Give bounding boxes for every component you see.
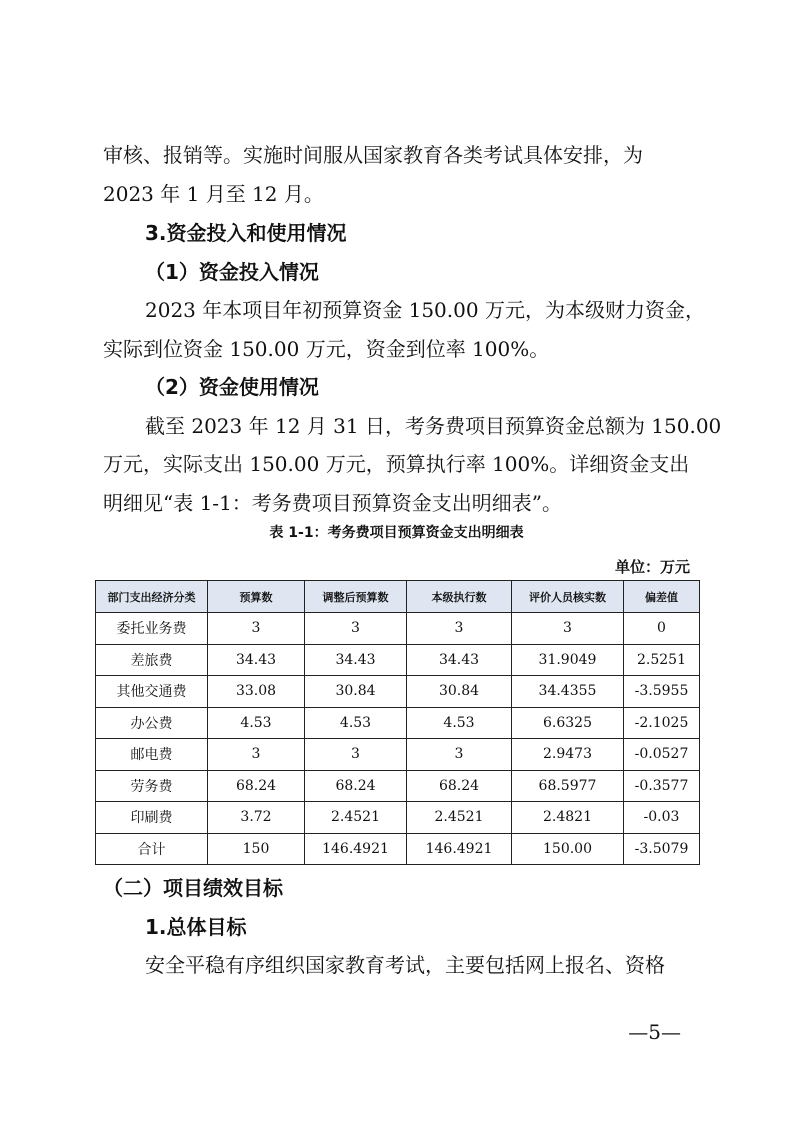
column-header: 本级执行数: [407, 581, 512, 613]
table-cell: 2.5251: [624, 644, 700, 676]
table-cell: -2.1025: [624, 707, 700, 739]
section-heading: （二）项目绩效目标: [103, 876, 283, 900]
table-cell: 34.43: [407, 644, 512, 676]
table-row: [96, 707, 700, 739]
table-unit: 单位：万元: [614, 558, 690, 576]
table-cell: 68.5977: [512, 770, 624, 802]
table-cell: 34.43: [208, 644, 305, 676]
table-cell: 0: [624, 613, 700, 645]
table-cell: 4.53: [407, 707, 512, 739]
table-cell: -3.5955: [624, 676, 700, 708]
table-cell: 3: [305, 739, 407, 771]
table-row: [96, 739, 700, 771]
table-row: [96, 676, 700, 708]
table-header-row: [96, 581, 700, 613]
table-cell: 差旅费: [96, 644, 208, 676]
table-cell: 68.24: [407, 770, 512, 802]
expenditure-table: [95, 580, 700, 865]
table-cell: 68.24: [305, 770, 407, 802]
table-cell: 2.4521: [407, 802, 512, 834]
table-cell: 2.9473: [512, 739, 624, 771]
body-text-line: 实际到位资金 150.00 万元，资金到位率 100%。: [103, 337, 550, 361]
table-cell: 34.43: [305, 644, 407, 676]
table-row: [96, 613, 700, 645]
table-cell: 150: [208, 833, 305, 865]
table-cell: 150.00: [512, 833, 624, 865]
body-text-line: 万元，实际支出 150.00 万元，预算执行率 100%。详细资金支出: [103, 452, 690, 476]
table-cell: 印刷费: [96, 802, 208, 834]
table-cell: 3: [208, 613, 305, 645]
table-cell: 68.24: [208, 770, 305, 802]
table-row: [96, 770, 700, 802]
table-cell: 33.08: [208, 676, 305, 708]
table-cell: 4.53: [208, 707, 305, 739]
section-heading: 3.资金投入和使用情况: [145, 221, 347, 245]
subsection-heading: （1）资金投入情况: [145, 260, 319, 284]
table-cell: -0.03: [624, 802, 700, 834]
table-cell: 合计: [96, 833, 208, 865]
table-cell: 31.9049: [512, 644, 624, 676]
column-header: 调整后预算数: [305, 581, 407, 613]
table-cell: 3: [305, 613, 407, 645]
body-text-line: 明细见“表 1-1：考务费项目预算资金支出明细表”。: [103, 491, 563, 515]
table-cell: 146.4921: [407, 833, 512, 865]
table-row: [96, 833, 700, 865]
table-cell: 4.53: [305, 707, 407, 739]
table-cell: 6.6325: [512, 707, 624, 739]
table-cell: 3: [512, 613, 624, 645]
column-header: 预算数: [208, 581, 305, 613]
column-header: 评价人员核实数: [512, 581, 624, 613]
table-cell: 3: [407, 739, 512, 771]
table-cell: 30.84: [407, 676, 512, 708]
body-text-line: 2023 年本项目年初预算资金 150.00 万元，为本级财力资金，: [145, 298, 705, 322]
table-cell: 2.4521: [305, 802, 407, 834]
body-text-line: 2023 年 1 月至 12 月。: [103, 182, 324, 206]
body-text-line: 安全平稳有序组织国家教育考试，主要包括网上报名、资格: [145, 953, 665, 977]
table-cell: 146.4921: [305, 833, 407, 865]
subsection-heading: 1.总体目标: [145, 915, 247, 939]
table-cell: 30.84: [305, 676, 407, 708]
table-cell: 34.4355: [512, 676, 624, 708]
table-cell: 办公费: [96, 707, 208, 739]
table-row: [96, 802, 700, 834]
table-caption: 表 1-1：考务费项目预算资金支出明细表: [269, 525, 524, 541]
table-cell: -3.5079: [624, 833, 700, 865]
table-cell: 劳务费: [96, 770, 208, 802]
subsection-heading: （2）资金使用情况: [145, 375, 319, 399]
table-cell: -0.0527: [624, 739, 700, 771]
table-cell: 3.72: [208, 802, 305, 834]
body-text-line: 审核、报销等。实施时间服从国家教育各类考试具体安排，为: [103, 143, 643, 167]
table-cell: 邮电费: [96, 739, 208, 771]
column-header: 偏差值: [624, 581, 700, 613]
table-cell: 3: [407, 613, 512, 645]
table-cell: 3: [208, 739, 305, 771]
table-cell: 委托业务费: [96, 613, 208, 645]
table-cell: -0.3577: [624, 770, 700, 802]
column-header: 部门支出经济分类: [96, 581, 208, 613]
table-cell: 其他交通费: [96, 676, 208, 708]
body-text-line: 截至 2023 年 12 月 31 日，考务费项目预算资金总额为 150.00: [145, 414, 722, 438]
page-number: —5—: [628, 1020, 681, 1044]
table-row: [96, 644, 700, 676]
table-cell: 2.4821: [512, 802, 624, 834]
